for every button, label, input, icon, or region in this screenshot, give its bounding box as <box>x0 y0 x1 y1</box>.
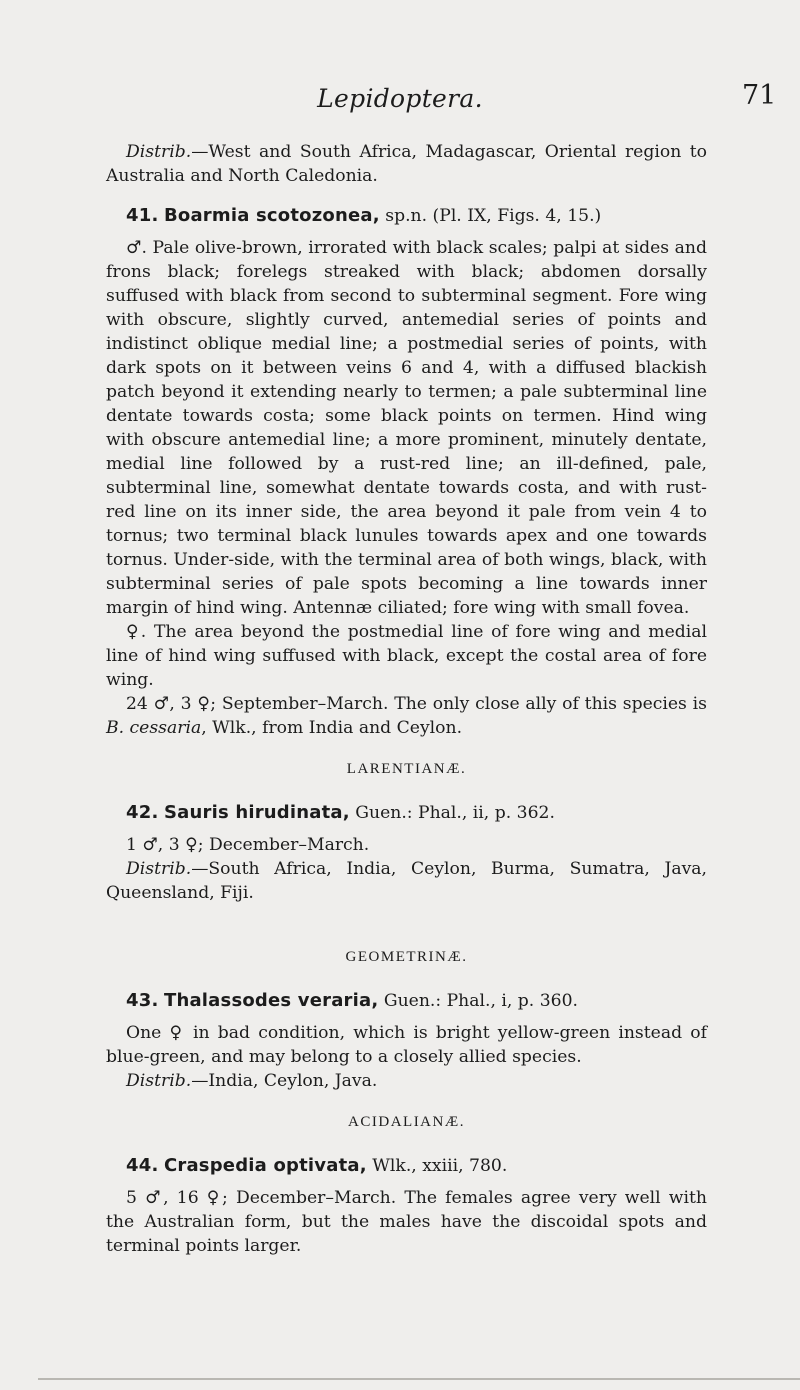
text-block-3 <box>106 757 707 905</box>
description-paragraph: ♂. Pale olive-brown, irrorated with black scales; palpi at sides and frons black; forelegs streaked with black; abdomen dorsally suffused with black from second to subterminal segment. Fore wing with obscure, slightly curved, antemedial series of points and indistinct oblique medial line; a postmedial series of points, with dark spots on it between veins 6 and 4, with a diffused blackish patch beyond it extending nearly to termen; a pale subterminal line dentate towards costa; some black points on termen. Hind wing with obscure antemedial line; a more prominent, minutely dentate, medial line followed by a rust-red line; an ill-defined, pale, subterminal line, somewhat dentate towards costa, and with rust-red line on its inner side, the area beyond it pale from vein 4 to tornus; two terminal black lunules towards apex and one towards tornus. Under-side, with the terminal area of both wings, black, with subterminal series of pale spots becoming a line towards inner margin of hind wing. Antennæ ciliated; fore wing with small fovea. <box>106 238 707 618</box>
records-paragraph: 24 ♂, 3 ♀; September–March. The only close ally of this species is B. cessaria, Wlk., from India and Ceylon. <box>106 694 707 738</box>
species-heading: 41. Boarmia scotozonea, sp.n. (Pl. IX, Figs. 4, 15.) <box>126 205 602 226</box>
text-block-2 <box>106 204 707 740</box>
family-heading: LARENTIANÆ. <box>346 761 467 777</box>
distribution-paragraph: Distrib.—South Africa, India, Ceylon, Burma, Sumatra, Java, Queensland, Fiji. <box>106 859 707 903</box>
family-heading: ACIDALIANÆ. <box>348 1114 465 1130</box>
species-heading: 42. Sauris hirudinata, Guen.: Phal., ii, p. 362. <box>126 802 555 823</box>
family-heading: GEOMETRINÆ. <box>345 949 468 965</box>
description-paragraph: ♀. The area beyond the postmedial line of fore wing and medial line of hind wing suffused with black, except the costal area of fore wing. <box>106 622 707 690</box>
description-paragraph: One ♀ in bad condition, which is bright yellow-green instead of blue-green, and may belong to a closely allied species. <box>106 1023 707 1067</box>
text-block-1 <box>106 140 707 188</box>
running-header: Lepidoptera. <box>317 84 483 113</box>
records-paragraph: 5 ♂, 16 ♀; December–March. The females agree very well with the Australian form, but the males have the discoidal spots and terminal points larger. <box>106 1188 707 1256</box>
bottom-edge-line <box>38 1378 800 1380</box>
text-block-5 <box>106 1110 707 1258</box>
text-block-4 <box>106 945 707 1093</box>
page-number: 71 <box>742 80 777 111</box>
distribution-paragraph: Distrib.—India, Ceylon, Java. <box>126 1071 378 1091</box>
records-paragraph: 1 ♂, 3 ♀; December–March. <box>126 835 370 855</box>
distribution-paragraph: Distrib.—West and South Africa, Madagascar, Oriental region to Australia and North Caledonia. <box>106 142 707 186</box>
species-heading: 44. Craspedia optivata, Wlk., xxiii, 780. <box>126 1155 508 1176</box>
distrib-label: Distrib. <box>126 142 192 162</box>
species-heading: 43. Thalassodes veraria, Guen.: Phal., i, p. 360. <box>126 990 579 1011</box>
